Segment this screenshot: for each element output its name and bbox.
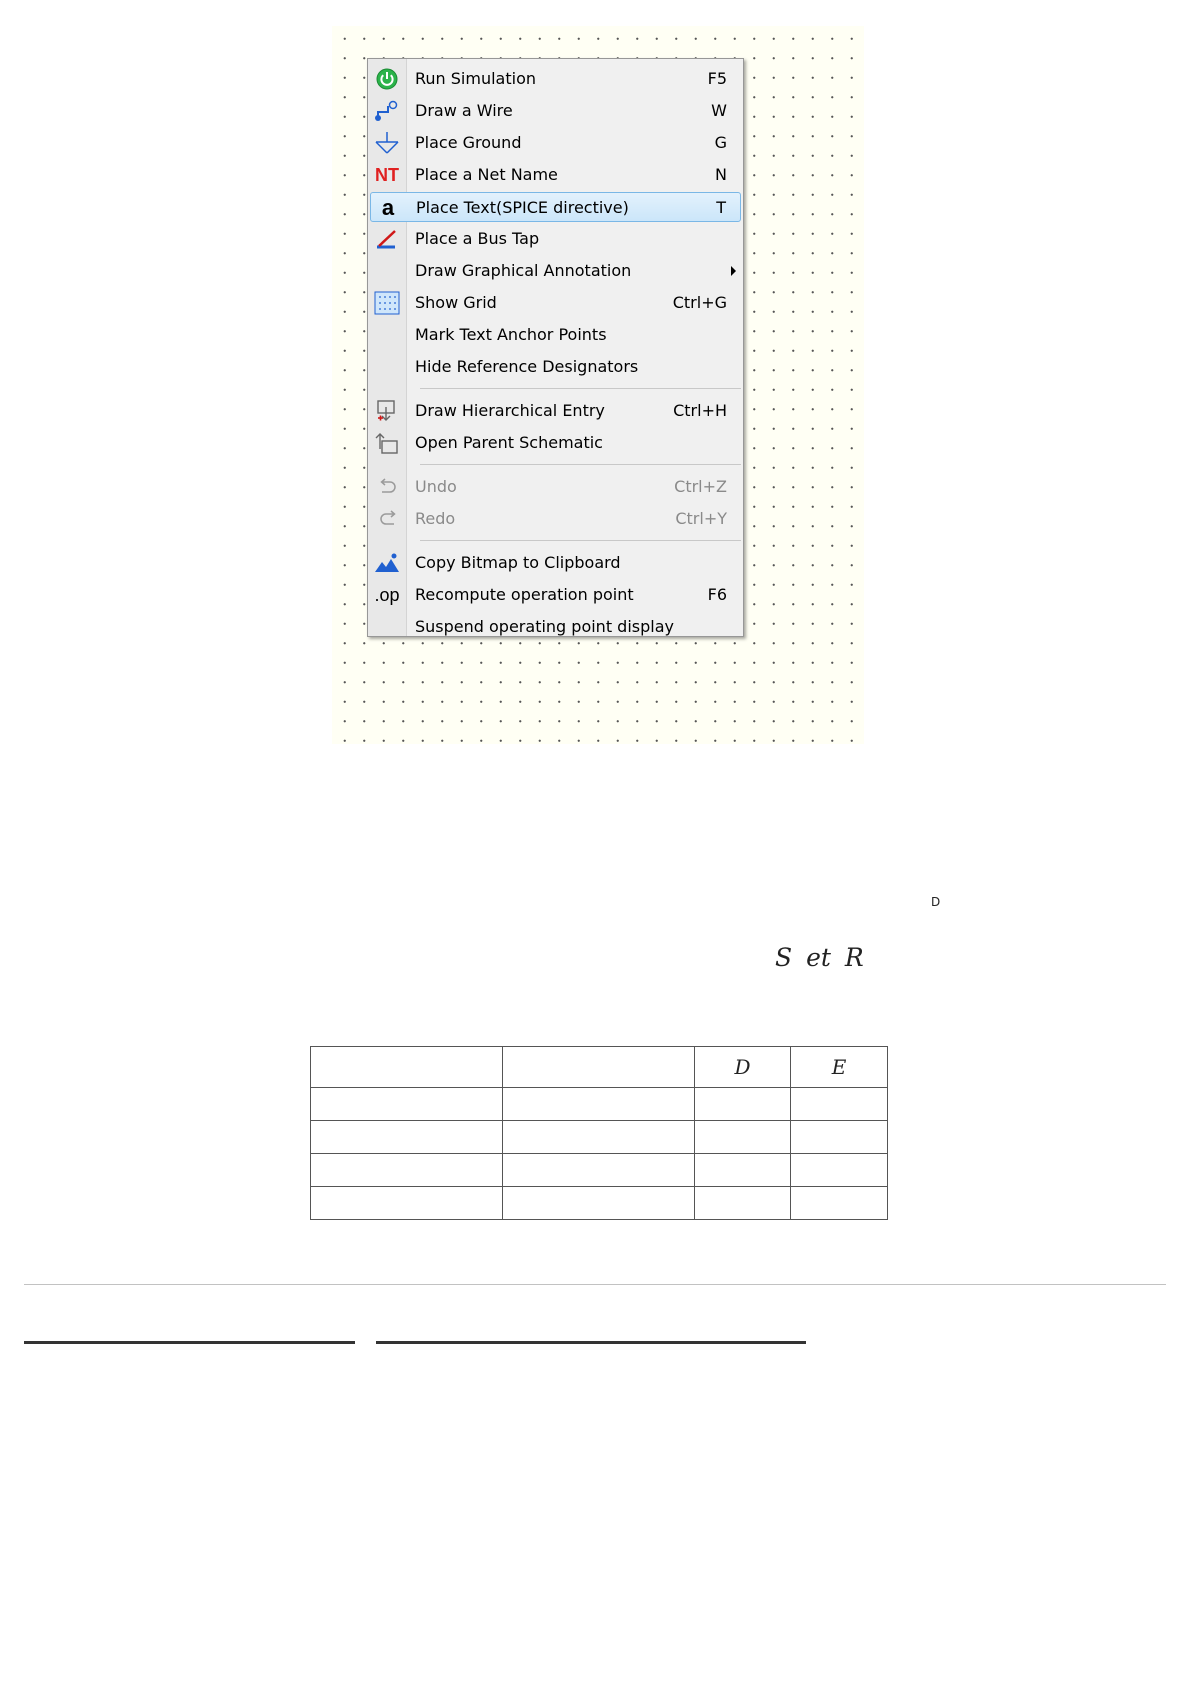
grid-icon (374, 291, 400, 315)
menu-item-label: Place Ground (415, 133, 522, 152)
menu-separator (420, 540, 741, 541)
menu-item-label: Place Text(SPICE directive) (416, 198, 629, 217)
data-table (310, 1046, 888, 1220)
menu-item-suspend-operating-point-display[interactable] (370, 612, 741, 642)
open-parent-icon (374, 431, 400, 455)
menu-item-label: Copy Bitmap to Clipboard (415, 553, 621, 572)
menu-item-place-net-name[interactable] (370, 160, 741, 190)
table-header-row (311, 1047, 888, 1088)
text-icon: a (381, 195, 395, 220)
table-cell (695, 1088, 791, 1121)
menu-item-label: Suspend operating point display (415, 617, 674, 636)
table-row (311, 1121, 888, 1154)
table-cell (695, 1187, 791, 1220)
menu-item-label: Mark Text Anchor Points (415, 325, 607, 344)
menu-item-shortcut: F5 (707, 69, 727, 88)
table-cell (311, 1187, 503, 1220)
net-name-icon: NT (375, 164, 399, 185)
menu-item-undo[interactable] (370, 472, 741, 502)
table-cell (503, 1154, 695, 1187)
table-cell (695, 1121, 791, 1154)
table-cell (695, 1154, 791, 1187)
menu-item-open-parent-schematic[interactable] (370, 428, 741, 458)
undo-icon (374, 475, 400, 499)
table-cell (311, 1121, 503, 1154)
mountain-picture-icon (374, 551, 400, 575)
menu-separator (420, 464, 741, 465)
bus-tap-icon (374, 227, 400, 251)
horizontal-divider (24, 1284, 1166, 1285)
menu-item-place-ground[interactable] (370, 128, 741, 158)
menu-item-label: Run Simulation (415, 69, 536, 88)
menu-item-draw-hierarchical-entry[interactable] (370, 396, 741, 426)
menu-item-shortcut: W (711, 101, 727, 120)
menu-item-shortcut: T (716, 198, 726, 217)
menu-item-show-grid[interactable] (370, 288, 741, 318)
menu-item-shortcut: G (714, 133, 727, 152)
menu-item-shortcut: F6 (707, 585, 727, 604)
page-mark: D (931, 895, 941, 909)
menu-item-shortcut: Ctrl+G (672, 293, 727, 312)
menu-item-shortcut: Ctrl+Y (675, 509, 727, 528)
table-header-cell (311, 1047, 503, 1088)
menu-item-copy-bitmap[interactable] (370, 548, 741, 578)
run-simulation-icon (374, 67, 400, 91)
menu-item-mark-text-anchor-points[interactable] (370, 320, 741, 350)
menu-item-hide-reference-designators[interactable] (370, 352, 741, 382)
table-row (311, 1088, 888, 1121)
table-cell (791, 1187, 888, 1220)
menu-item-shortcut: Ctrl+H (673, 401, 727, 420)
menu-separator (420, 388, 741, 389)
menu-item-place-bus-tap[interactable] (370, 224, 741, 254)
menu-item-label: Draw a Wire (415, 101, 513, 120)
menu-item-shortcut: Ctrl+Z (674, 477, 727, 496)
menu-item-recompute-operation-point[interactable] (370, 580, 741, 610)
answer-line (24, 1341, 355, 1344)
table-cell (791, 1088, 888, 1121)
table-row (311, 1154, 888, 1187)
redo-icon (374, 507, 400, 531)
menu-item-label: Draw Graphical Annotation (415, 261, 632, 280)
menu-item-label: Place a Net Name (415, 165, 558, 184)
menu-item-label: Show Grid (415, 293, 497, 312)
menu-item-label: Recompute operation point (415, 585, 634, 604)
submenu-arrow-icon (731, 266, 736, 276)
hierarchical-entry-icon (374, 399, 400, 423)
menu-item-place-text[interactable] (370, 192, 741, 222)
table-row (311, 1187, 888, 1220)
table-cell (503, 1187, 695, 1220)
menu-item-label: Open Parent Schematic (415, 433, 603, 452)
table-header-cell: D (695, 1047, 791, 1088)
menu-item-label: Hide Reference Designators (415, 357, 639, 376)
menu-item-run-simulation[interactable] (370, 64, 741, 94)
ground-icon (374, 131, 400, 155)
menu-item-label: Draw Hierarchical Entry (415, 401, 605, 420)
table-cell (503, 1121, 695, 1154)
math-expression: S et R (775, 943, 864, 972)
op-icon: .op (374, 584, 400, 605)
table-cell (311, 1088, 503, 1121)
menu-item-label: Place a Bus Tap (415, 229, 540, 248)
table-cell (791, 1121, 888, 1154)
table-cell (791, 1154, 888, 1187)
menu-item-redo[interactable] (370, 504, 741, 534)
table-cell (503, 1088, 695, 1121)
table-header-cell: E (791, 1047, 888, 1088)
menu-item-draw-graphical-annotation[interactable] (370, 256, 741, 286)
menu-item-shortcut: N (715, 165, 727, 184)
answer-line (376, 1341, 806, 1344)
wire-icon (374, 99, 400, 123)
menu-item-label: Redo (415, 509, 456, 528)
context-menu (367, 58, 744, 637)
table-header-cell (503, 1047, 695, 1088)
menu-item-draw-wire[interactable] (370, 96, 741, 126)
menu-item-label: Undo (415, 477, 457, 496)
table-cell (311, 1154, 503, 1187)
